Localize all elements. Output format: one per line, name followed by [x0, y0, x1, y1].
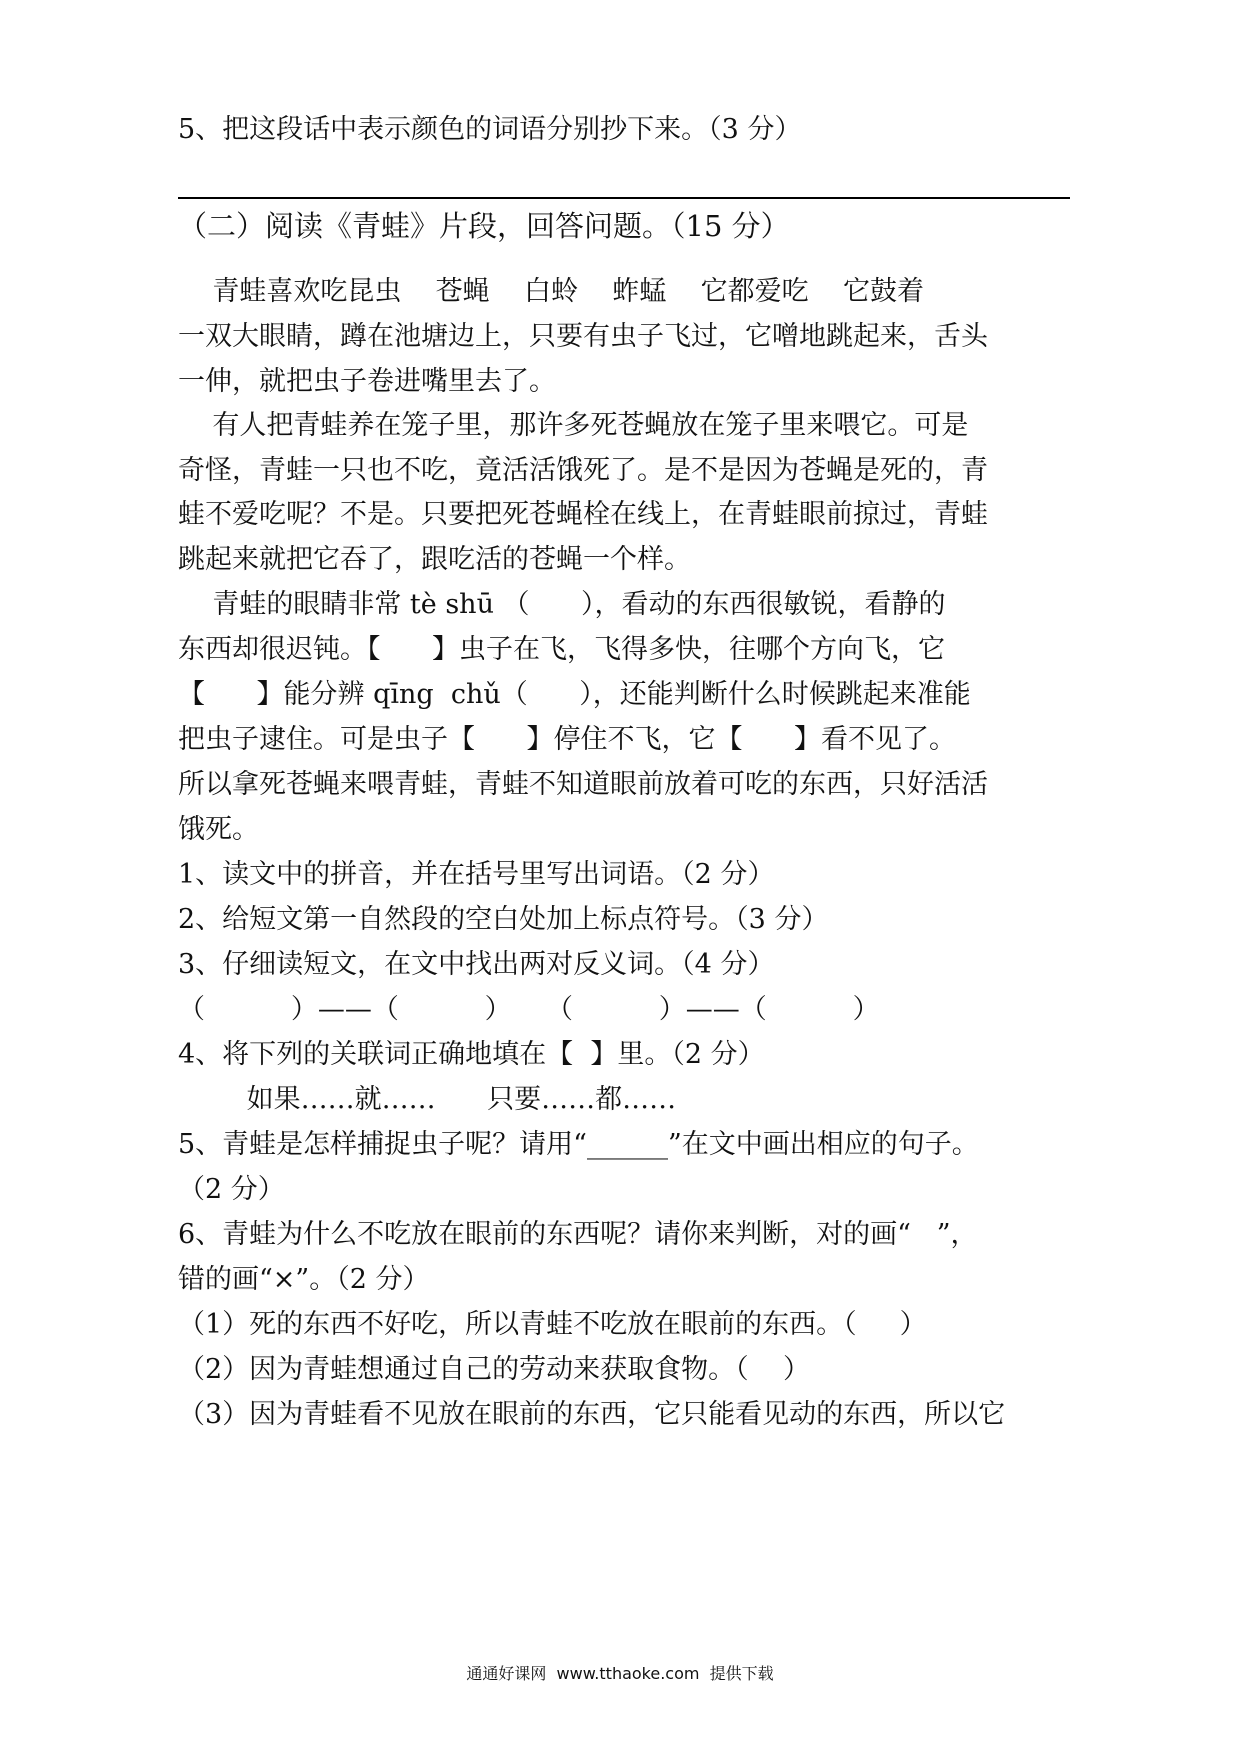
judge-item-2: （2）因为青蛙想通过自己的劳动来获取食物。（ ） — [178, 1354, 811, 1385]
question-2: 2、给短文第一自然段的空白处加上标点符号。（3 分） — [178, 904, 829, 935]
paragraph-2-line: 跳起来就把它吞了，跟吃活的苍蝇一个样。 — [178, 544, 691, 575]
paragraph-3-line: 东西却很迟钝。【 】虫子在飞，飞得多快，往哪个方向飞，它 — [178, 634, 945, 665]
question-6: 6、青蛙为什么不吃放在眼前的东西呢？请你来判断，对的画“ ”， — [178, 1219, 978, 1250]
footer-note: 通通好课网 www.tthaoke.com 提供下载 — [466, 1664, 774, 1683]
paragraph-3-line: 青蛙的眼睛非常 tè shū （ ），看动的东西很敏锐，看静的 — [178, 589, 946, 620]
question-1: 1、读文中的拼音，并在括号里写出词语。（2 分） — [178, 859, 775, 890]
question-5-score: （2 分） — [178, 1174, 285, 1205]
paragraph-2-line: 蛙不爱吃呢？不是。只要把死苍蝇栓在线上，在青蛙眼前掠过，青蛙 — [178, 499, 988, 530]
paragraph-3-line: 饿死。 — [178, 814, 259, 845]
divider-rule — [178, 197, 1070, 199]
paragraph-1-line: 青蛙喜欢吃昆虫 苍蝇 白蛉 蚱蜢 它都爱吃 它鼓着 — [178, 276, 924, 307]
paragraph-2-line: 有人把青蛙养在笼子里，那许多死苍蝇放在笼子里来喂它。可是 — [178, 410, 969, 441]
section-title: （二）阅读《青蛙》片段，回答问题。（15 分） — [178, 209, 790, 243]
judge-item-3: （3）因为青蛙看不见放在眼前的东西，它只能看见动的东西，所以它 — [178, 1399, 1006, 1430]
question-4: 4、将下列的关联词正确地填在【 】里。（2 分） — [178, 1039, 765, 1070]
top-question: 5、把这段话中表示颜色的词语分别抄下来。（3 分） — [178, 114, 802, 145]
question-5: 5、青蛙是怎样捕捉虫子呢？请用“______”在文中画出相应的句子。 — [178, 1129, 979, 1160]
antonym-blanks: （ ）——（ ） （ ）——（ ） — [178, 994, 880, 1025]
paragraph-3-line: 【 】能分辨 qīng chǔ（ ），还能判断什么时候跳起来准能 — [178, 679, 971, 710]
conjunction-options: 如果……就…… 只要……都…… — [178, 1084, 677, 1115]
paragraph-1-line: 一双大眼睛，蹲在池塘边上，只要有虫子飞过，它噌地跳起来，舌头 — [178, 321, 988, 352]
judge-item-1: （1）死的东西不好吃，所以青蛙不吃放在眼前的东西。（ ） — [178, 1309, 927, 1340]
paragraph-1-line: 一伸，就把虫子卷进嘴里去了。 — [178, 366, 556, 397]
paragraph-3-line: 把虫子逮住。可是虫子【 】停住不飞，它【 】看不见了。 — [178, 724, 956, 755]
paragraph-3-line: 所以拿死苍蝇来喂青蛙，青蛙不知道眼前放着可吃的东西，只好活活 — [178, 769, 988, 800]
question-3: 3、仔细读短文，在文中找出两对反义词。（4 分） — [178, 949, 775, 980]
paragraph-2-line: 奇怪，青蛙一只也不吃，竟活活饿死了。是不是因为苍蝇是死的，青 — [178, 455, 988, 486]
question-6-cont: 错的画“×”。（2 分） — [178, 1264, 430, 1295]
